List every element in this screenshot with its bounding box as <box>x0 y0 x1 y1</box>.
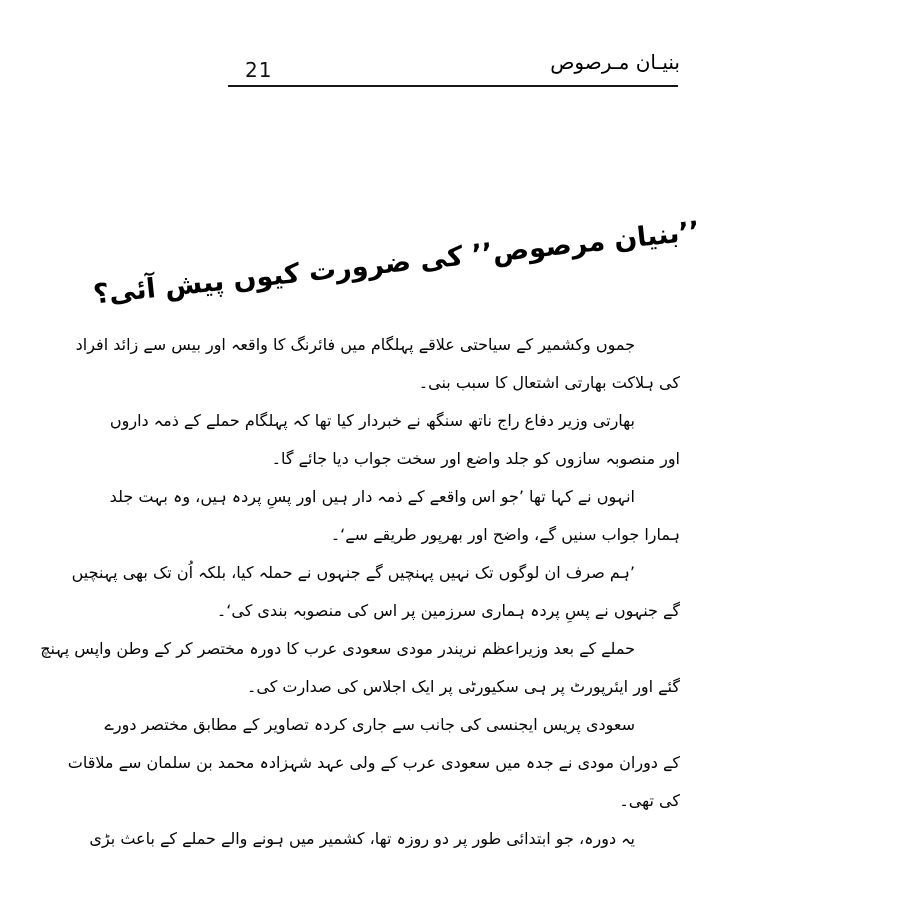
text-line: ’ہم صرف ان لوگوں تک نہیں پہنچیں گے جنہوں نے حملہ کیا، بلکہ اُن تک بھی پہنچیں <box>71 563 635 582</box>
text-line: گے جنہوں نے پسِ پردہ ہماری سرزمین پر اس کی منصوبہ بندی کی‘۔ <box>216 601 680 620</box>
chapter-heading: ’’بنیان مرصوص’’ کی ضرورت کیوں پیش آئی؟ <box>91 216 702 311</box>
text-line: ہمارا جواب سنیں گے، واضح اور بھرپور طریقے سے‘۔ <box>330 525 680 544</box>
text-line: یہ دورہ، جو ابتدائی طور پر دو روزہ تھا، کشمیر میں ہونے والے حملے کے باعث بڑی <box>89 829 635 848</box>
header-rule-divider <box>228 85 678 87</box>
text-line: بھارتی وزیر دفاع راج ناتھ سنگھ نے خبردار کیا تھا کہ پہلگام حملے کے ذمہ داروں <box>109 411 635 430</box>
text-line: گئے اور ایئرپورٹ پر ہی سکیورٹی پر ایک اجلاس کی صدارت کی۔ <box>247 677 680 696</box>
text-line: کی ہلاکت بھارتی اشتعال کا سبب بنی۔ <box>418 373 680 392</box>
text-line: جموں وکشمیر کے سیاحتی علاقے پہلگام میں فائرنگ کا واقعہ اور بیس سے زائد افراد <box>75 335 635 354</box>
text-line: کے دوران مودی نے جدہ میں سعودی عرب کے ولی عہد شہزادہ محمد بن سلمان سے ملاقات <box>67 753 680 772</box>
text-line: اور منصوبہ سازوں کو جلد واضع اور سخت جواب دیا جائے گا۔ <box>271 449 680 468</box>
text-line: حملے کے بعد وزیراعظم نریندر مودی سعودی عرب کا دورہ مختصر کر کے وطن واپس پہنچ <box>40 639 635 658</box>
page-number: 21 <box>245 58 273 82</box>
page-body <box>40 326 680 858</box>
text-line: سعودی پریس ایجنسی کی جانب سے جاری کردہ تصاویر کے مطابق مختصر دورے <box>104 715 635 734</box>
text-line: کی تھی۔ <box>619 791 680 810</box>
header-book-title: بنیـان مـرصوص <box>550 50 680 74</box>
text-line: انہوں نے کہا تھا ’جو اس واقعے کے ذمہ دار ہیں اور پسِ پردہ ہیں، وہ بہت جلد <box>109 487 635 506</box>
